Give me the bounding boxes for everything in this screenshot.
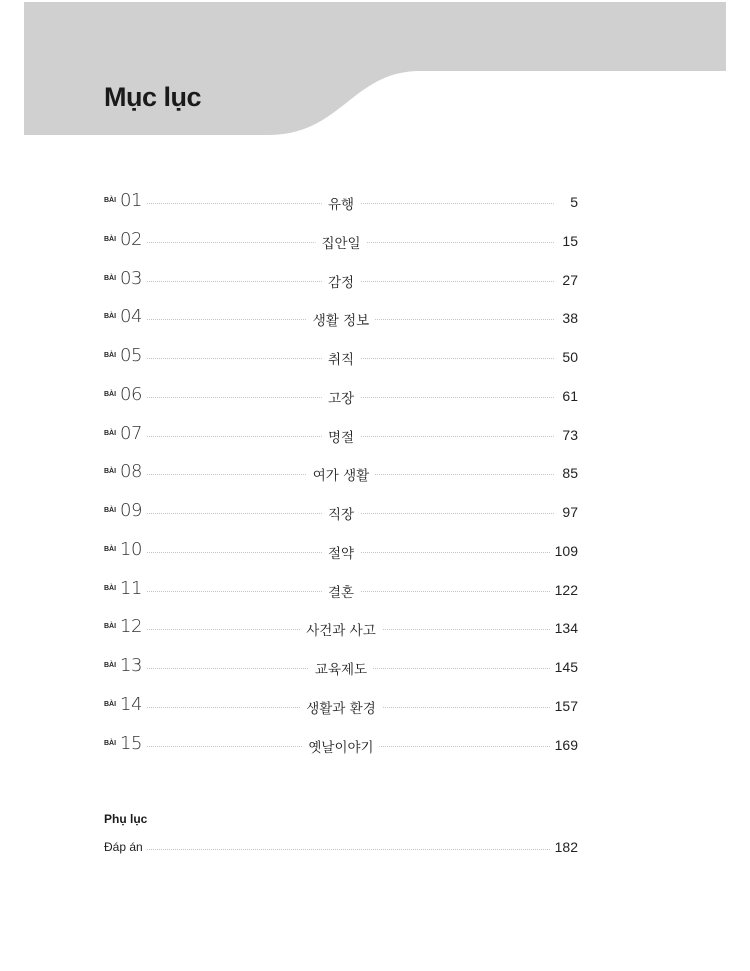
lesson-title: 결혼 bbox=[322, 581, 360, 601]
lesson-number: 07 bbox=[120, 423, 146, 444]
toc-row[interactable] bbox=[104, 651, 578, 690]
appendix-row[interactable] bbox=[104, 838, 578, 858]
lesson-prefix: BÀI bbox=[104, 197, 117, 204]
toc-row[interactable] bbox=[104, 380, 578, 419]
lesson-prefix: BÀI bbox=[104, 739, 117, 747]
lesson-number: 08 bbox=[120, 461, 146, 482]
lesson-prefix: BÀI bbox=[104, 545, 117, 553]
lesson-title: 집안일 bbox=[315, 232, 366, 252]
toc-row[interactable] bbox=[104, 729, 578, 768]
lesson-title: 고장 bbox=[322, 387, 360, 407]
lesson-number: 03 bbox=[120, 268, 146, 289]
toc-row[interactable] bbox=[104, 457, 578, 496]
dotted-leader bbox=[140, 849, 554, 850]
lesson-prefix: BÀI bbox=[104, 235, 117, 243]
lesson-number: 14 bbox=[120, 694, 146, 715]
lesson-number: 11 bbox=[120, 578, 146, 599]
lesson-prefix: BÀI bbox=[104, 274, 117, 282]
toc-row[interactable] bbox=[104, 264, 578, 303]
page-number: 182 bbox=[551, 839, 578, 855]
lesson-prefix: BÀI bbox=[104, 507, 117, 514]
toc-row[interactable] bbox=[104, 419, 578, 458]
lesson-prefix: BÀI bbox=[104, 584, 117, 592]
lesson-prefix: BÀI bbox=[104, 313, 117, 321]
toc-row[interactable] bbox=[104, 225, 578, 264]
lesson-number: 12 bbox=[120, 616, 146, 637]
lesson-number: 01 bbox=[120, 190, 146, 211]
lesson-title: 직장 bbox=[322, 503, 360, 523]
toc-row[interactable] bbox=[104, 341, 578, 380]
lesson-prefix: BÀI bbox=[104, 662, 117, 669]
lesson-title: 생활 정보 bbox=[307, 309, 375, 329]
page-number: 134 bbox=[551, 620, 578, 636]
lesson-title: 유행 bbox=[322, 193, 360, 213]
lesson-title: 교육제도 bbox=[309, 658, 373, 678]
page-number: 145 bbox=[551, 659, 578, 675]
lesson-prefix: BÀI bbox=[104, 352, 117, 359]
toc-row[interactable] bbox=[104, 535, 578, 574]
page-title: Mục lục bbox=[104, 82, 202, 112]
page-number: 73 bbox=[558, 427, 578, 443]
lesson-title: 절약 bbox=[322, 542, 360, 562]
page-number: 85 bbox=[558, 465, 578, 481]
page-number: 27 bbox=[558, 272, 578, 288]
header-band bbox=[0, 0, 750, 140]
page-number: 50 bbox=[558, 349, 578, 365]
lesson-number: 15 bbox=[120, 733, 146, 754]
lesson-prefix: BÀI bbox=[104, 468, 117, 476]
lesson-number: 09 bbox=[120, 500, 146, 521]
lesson-title: 사건과 사고 bbox=[300, 619, 382, 639]
lesson-number: 10 bbox=[120, 539, 146, 560]
page-number: 97 bbox=[558, 504, 578, 520]
lesson-prefix: BÀI bbox=[104, 390, 117, 398]
lesson-number: 04 bbox=[120, 306, 146, 327]
page-number: 169 bbox=[551, 737, 578, 753]
lesson-title: 생활과 환경 bbox=[300, 697, 382, 717]
lesson-title: 취직 bbox=[322, 348, 360, 368]
lesson-prefix: BÀI bbox=[104, 623, 117, 631]
lesson-number: 13 bbox=[120, 655, 146, 676]
toc-row[interactable] bbox=[104, 186, 578, 225]
lesson-title: 옛날이야기 bbox=[302, 736, 379, 756]
header-wave-shape bbox=[24, 2, 726, 135]
page-number: 61 bbox=[558, 388, 578, 404]
lesson-number: 02 bbox=[120, 229, 146, 250]
toc-row[interactable] bbox=[104, 302, 578, 341]
page-number: 122 bbox=[551, 582, 578, 598]
lesson-title: 감정 bbox=[322, 271, 360, 291]
toc-row[interactable] bbox=[104, 496, 578, 535]
lesson-number: 05 bbox=[120, 345, 146, 366]
lesson-prefix: BÀI bbox=[104, 429, 117, 437]
page-number: 109 bbox=[551, 543, 578, 559]
appendix-label: Đáp án bbox=[104, 840, 147, 854]
toc-row[interactable] bbox=[104, 690, 578, 729]
toc-row[interactable] bbox=[104, 574, 578, 613]
lesson-title: 명절 bbox=[322, 426, 360, 446]
toc-row[interactable] bbox=[104, 612, 578, 651]
page-number: 157 bbox=[551, 698, 578, 714]
table-of-contents bbox=[104, 186, 578, 767]
lesson-number: 06 bbox=[120, 384, 146, 405]
lesson-title: 여가 생활 bbox=[307, 464, 375, 484]
page-number: 15 bbox=[558, 233, 578, 249]
page-number: 5 bbox=[566, 194, 578, 210]
page-number: 38 bbox=[558, 310, 578, 326]
lesson-prefix: BÀI bbox=[104, 700, 117, 708]
appendix-heading: Phụ lục bbox=[104, 812, 148, 826]
